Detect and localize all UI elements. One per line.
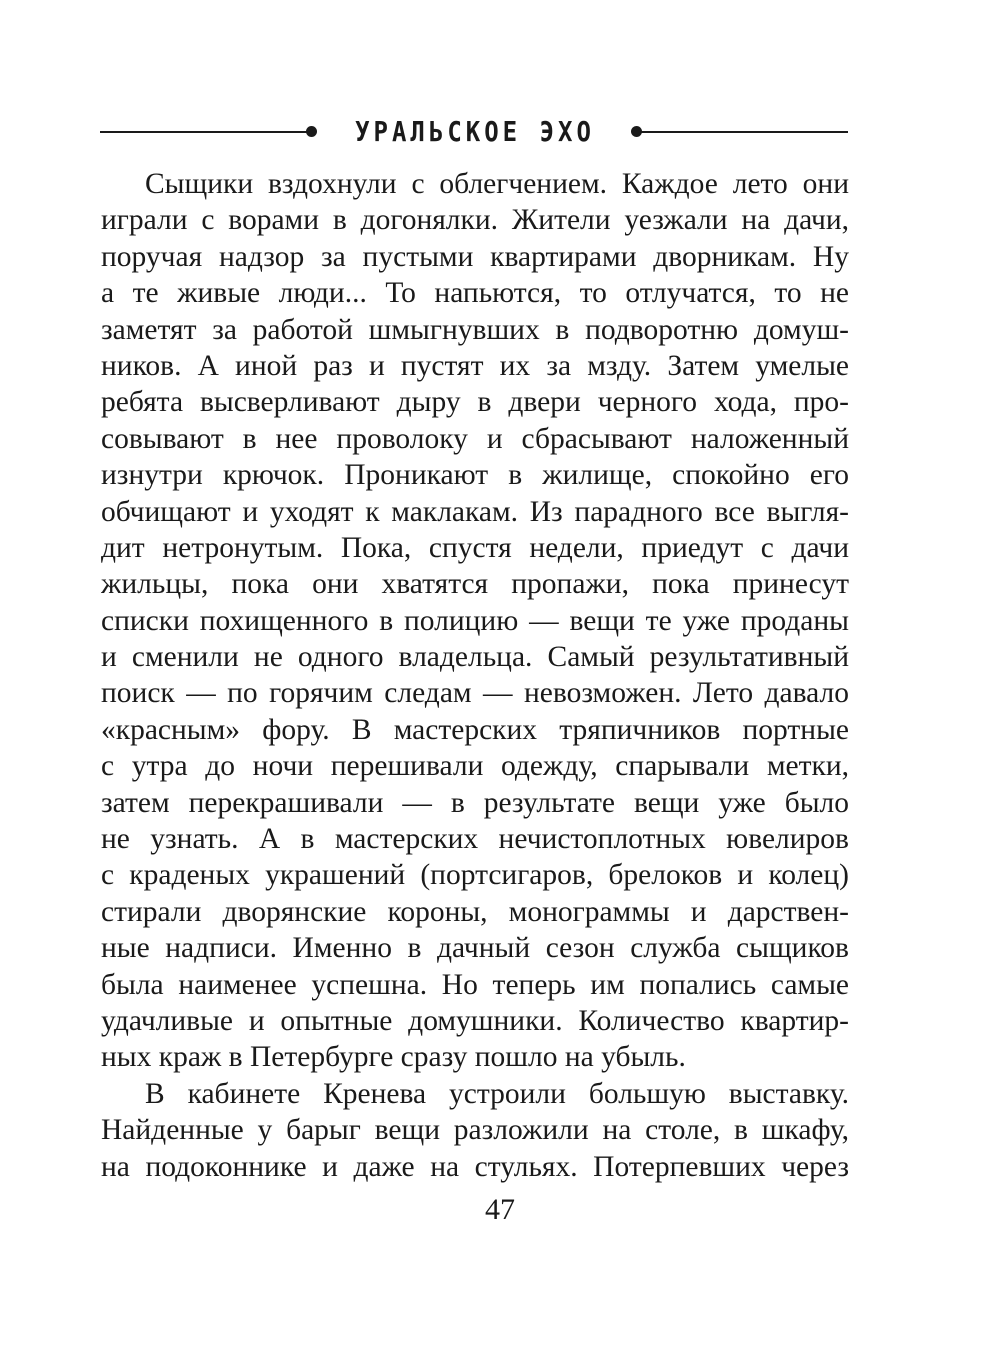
text-line: и сменили не одного владельца. Самый результативный (101, 641, 849, 674)
text-line: с краденых украшений (портсигаров, брелоков и колец) (101, 859, 849, 892)
text-line: была наименее успешна. Но теперь им попались самые (101, 968, 849, 1001)
text-line: поручая надзор за пустыми квартирами дворникам. Ну (101, 240, 849, 273)
text-line: поиск — по горячим следам — невозможен. Лето давало (101, 677, 849, 710)
text-line: удачливые и опытные домушники. Количество квартир- (101, 1004, 849, 1037)
text-line: «красным» фору. В мастерских тряпичников портные (101, 713, 849, 746)
text-line: обчищают и уходят к маклакам. Из парадного все выгля- (101, 495, 849, 528)
text-line: ников. А иной раз и пустят их за мзду. Затем умелые (101, 349, 849, 382)
text-line: списки похищенного в полицию — вещи те уже проданы (101, 604, 849, 637)
text-line: ные надписи. Именно в дачный сезон служба сыщиков (101, 932, 849, 965)
text-line: Найденные у барыг вещи разложили на столе, в шкафу, (101, 1114, 849, 1147)
text-line: с утра до ночи перешивали одежду, спарывали метки, (101, 750, 849, 783)
text-line: стирали дворянские короны, монограммы и дарствен- (101, 895, 849, 928)
body-text (101, 166, 849, 1185)
text-line: не узнать. А в мастерских нечистоплотных ювелиров (101, 823, 849, 856)
header-dot-left (306, 126, 317, 137)
text-line: на подоконнике и даже на стульях. Потерпевших через (101, 1150, 849, 1183)
text-line-paragraph-end: ных краж в Петербурге сразу пошло на убыль. (101, 1041, 686, 1074)
text-line: затем перекрашивали — в результате вещи уже было (101, 786, 849, 819)
header-rule-right (638, 131, 848, 133)
running-header (100, 116, 848, 148)
text-line: Сыщики вздохнули с облегчением. Каждое лето они (145, 168, 849, 200)
text-line: ребята высверливают дыру в двери черного хода, про- (101, 386, 849, 419)
text-line: дит нетронутым. Пока, спустя недели, приедут с дачи (101, 531, 849, 564)
header-rule-left (100, 131, 310, 133)
text-line: совывают в нее проволоку и сбрасывают наложенный (101, 422, 849, 455)
text-line: жильцы, пока они хватятся пропажи, пока принесут (101, 568, 849, 601)
text-line: изнутри крючок. Проникают в жилище, спокойно его (101, 459, 849, 492)
page-number: 47 (485, 1193, 515, 1226)
text-line: играли с ворами в догонялки. Жители уезжали на дачи, (101, 204, 849, 237)
text-line: а те живые люди... То напьются, то отлучатся, то не (101, 277, 849, 310)
running-header-title: УРАЛЬСКОЕ ЭХО (355, 115, 595, 149)
text-line: заметят за работой шмыгнувших в подворотню домуш- (101, 313, 849, 346)
text-line: В кабинете Кренева устроили большую выставку. (145, 1077, 849, 1110)
